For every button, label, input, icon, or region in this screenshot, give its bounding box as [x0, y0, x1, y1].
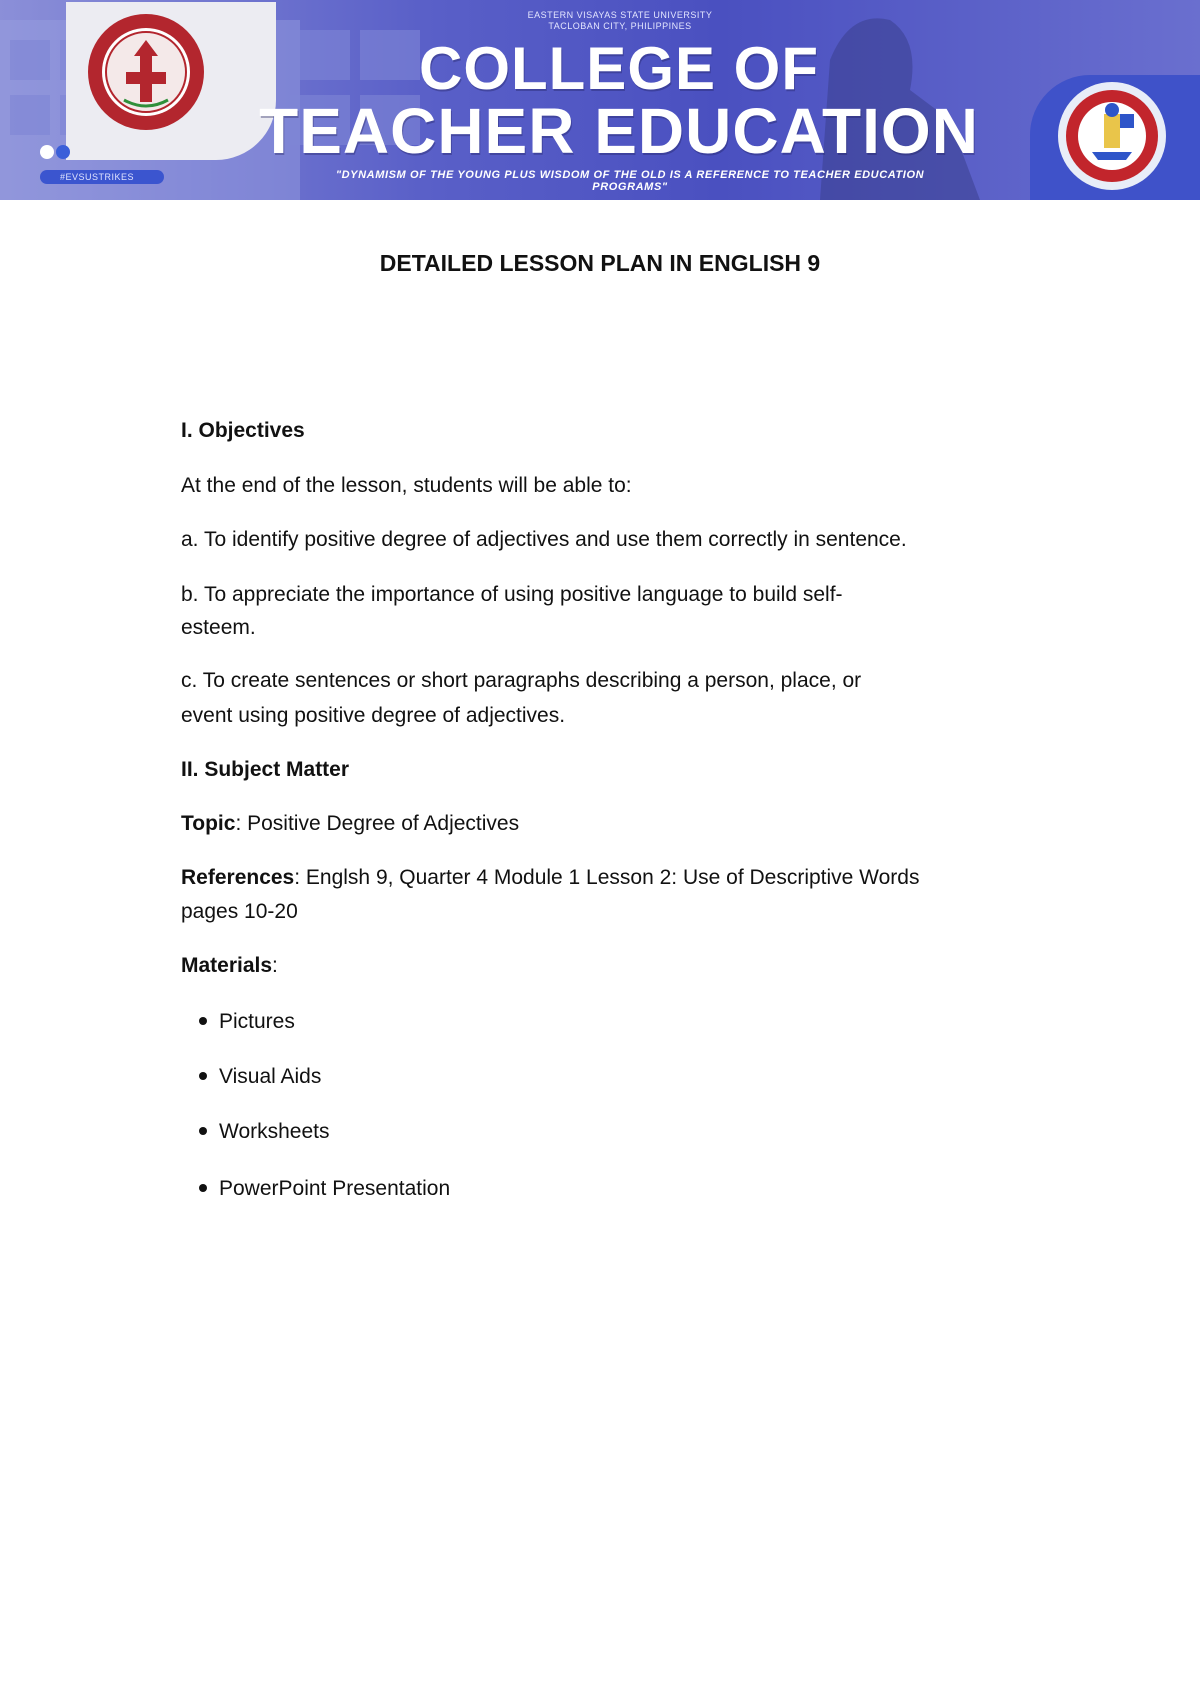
university-name: [520, 10, 720, 32]
dot-white: [40, 145, 54, 159]
university-line-2: TACLOBAN CITY, PHILIPPINES: [548, 21, 692, 31]
materials-label: Materials: [181, 954, 273, 977]
college-motto: "DYNAMISM OF THE YOUNG PLUS WISDOM OF THE OLD IS A REFERENCE TO TEACHER EDUCATION PROGRAMS": [335, 169, 925, 193]
list-item: Pictures: [219, 1005, 295, 1038]
materials-colon: :: [272, 954, 278, 977]
header-banner: [0, 0, 1200, 200]
topic-label: Topic: [181, 812, 236, 835]
references-label: References: [181, 866, 295, 889]
college-title: [254, 35, 984, 167]
topic-value: : Positive Degree of Adjectives: [235, 812, 520, 835]
references-line: [181, 861, 919, 894]
objective-c-line-2: event using positive degree of adjectives.: [181, 704, 566, 727]
objective-a: a. To identify positive degree of adjectives and use them correctly in sentence.: [181, 528, 907, 551]
college-logo: [1056, 80, 1168, 192]
list-item: Worksheets: [219, 1115, 330, 1148]
document-title: DETAILED LESSON PLAN IN ENGLISH 9: [379, 250, 821, 276]
pager-dots: [40, 145, 72, 164]
university-line-1: EASTERN VISAYAS STATE UNIVERSITY: [527, 10, 713, 20]
materials-line: [181, 949, 278, 982]
objective-c-line-1: c. To create sentences or short paragraphs describing a person, place, or: [181, 669, 862, 692]
subject-matter-heading: II. Subject Matter: [181, 758, 350, 781]
hashtag-pill: #EVSUSTRIKES: [40, 170, 164, 184]
objectives-intro: At the end of the lesson, students will be able to:: [181, 474, 632, 497]
references-value: : Englsh 9, Quarter 4 Module 1 Lesson 2: Use of Descriptive Words: [294, 866, 920, 889]
references-pages: pages 10-20: [181, 900, 298, 923]
objective-b-line-2: esteem.: [181, 616, 256, 639]
objectives-heading: I. Objectives: [181, 419, 305, 442]
college-title-line-1: COLLEGE OF: [419, 35, 819, 102]
dot-blue: [56, 145, 70, 159]
topic-line: [181, 807, 519, 840]
university-seal-logo: [86, 12, 206, 132]
college-title-line-2: TEACHER EDUCATION: [259, 95, 979, 167]
list-item: Visual Aids: [219, 1060, 321, 1093]
objective-b-line-1: b. To appreciate the importance of using positive language to build self-: [181, 583, 843, 606]
list-item: PowerPoint Presentation: [219, 1172, 450, 1205]
